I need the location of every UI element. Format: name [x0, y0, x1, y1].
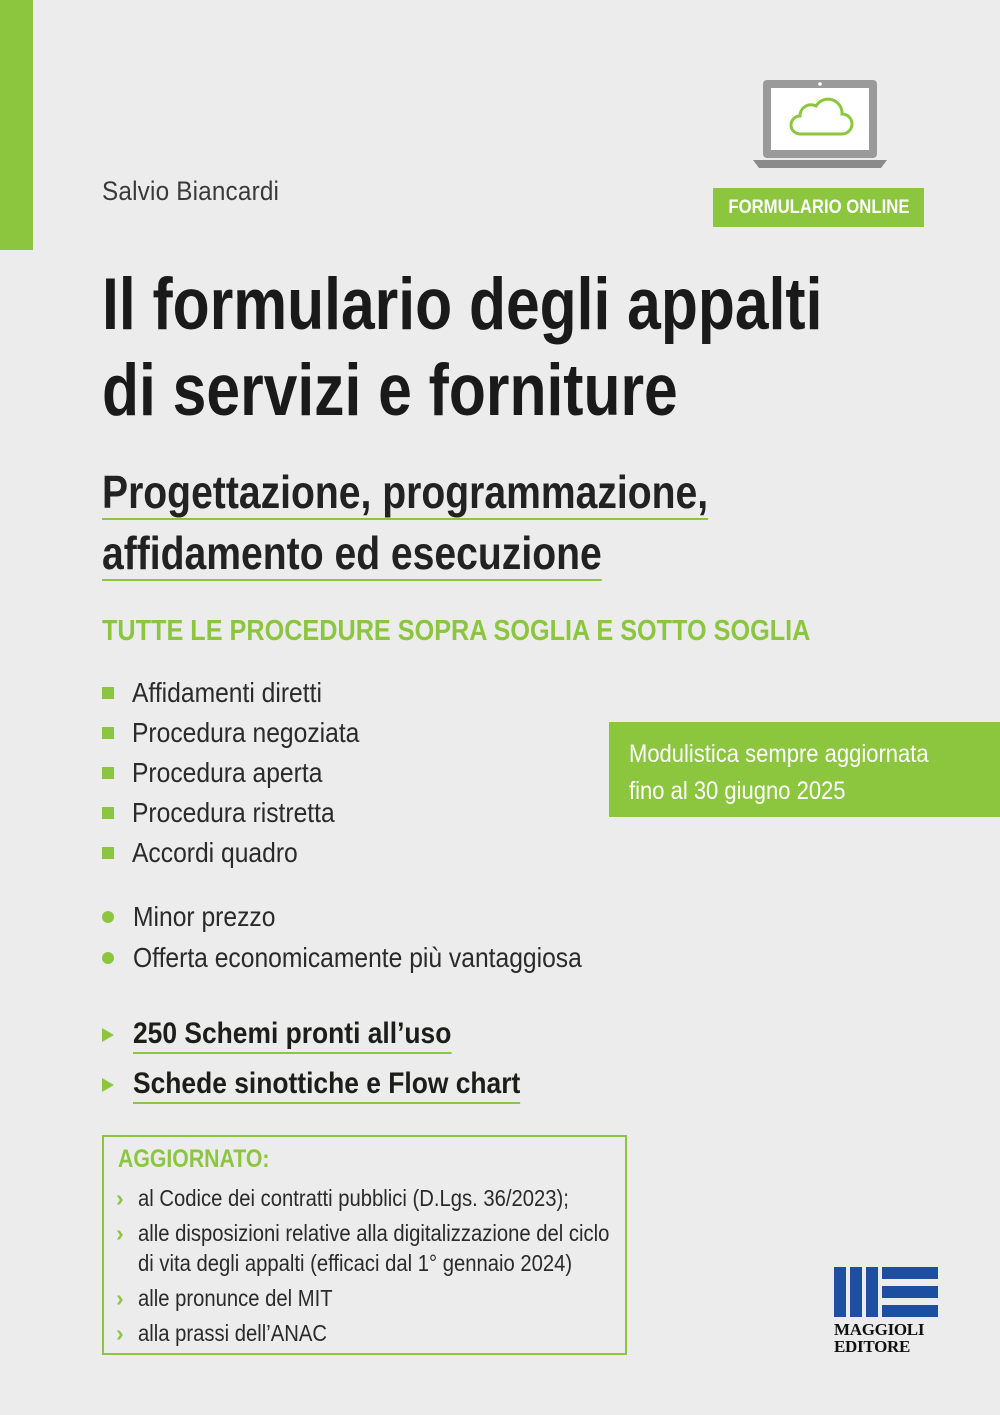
procedures-list [102, 673, 390, 873]
chevron-right-icon: › [116, 1285, 124, 1311]
list-item: › alle pronunce del MIT [116, 1285, 333, 1311]
list-item: Accordi quadro [102, 833, 390, 873]
square-bullet-icon [102, 687, 114, 699]
online-form-badge [713, 188, 924, 227]
update-note [609, 722, 1000, 817]
list-item: Procedura aperta [102, 753, 390, 793]
chevron-right-icon: › [116, 1220, 124, 1246]
list-item: Affidamenti diretti [102, 673, 390, 713]
list-item: Procedura negoziata [102, 713, 390, 753]
triangle-bullet-icon [102, 1028, 114, 1042]
list-item: › alla prassi dell’ANAC [116, 1320, 327, 1346]
procedures-heading: TUTTE LE PROCEDURE SOPRA SOGLIA E SOTTO SOGLIA [102, 615, 811, 647]
list-item: › alle disposizioni relative alla digitalizzazione del ciclo di vita degli appalti (efficaci dal 1° gennaio 2024) [116, 1220, 610, 1276]
square-bullet-icon [102, 767, 114, 779]
book-title-line2: di servizi e forniture [102, 350, 678, 431]
list-item: Schede sinottiche e Flow chart [102, 1060, 573, 1110]
updates-box [102, 1135, 627, 1355]
square-bullet-icon [102, 847, 114, 859]
book-subtitle-line2: affidamento ed esecuzione [102, 527, 602, 579]
accent-bar [0, 0, 33, 250]
book-subtitle-line1: Progettazione, programmazione, [102, 466, 709, 518]
publisher-logo [834, 1267, 938, 1357]
square-bullet-icon [102, 807, 114, 819]
book-title [102, 262, 982, 434]
publisher-logo-mark [834, 1267, 938, 1317]
laptop-cloud-icon [750, 76, 890, 176]
list-item: Procedura ristretta [102, 793, 390, 833]
book-subtitle [102, 462, 815, 584]
triangle-bullet-icon [102, 1078, 114, 1092]
chevron-right-icon: › [116, 1320, 124, 1346]
online-form-badge-label: FORMULARIO ONLINE [727, 196, 910, 218]
list-item: Minor prezzo [102, 896, 643, 937]
updates-box-title: AGGIORNATO: [118, 1145, 270, 1173]
publisher-name: MAGGIOLI EDITORE [834, 1320, 925, 1356]
chevron-right-icon: › [116, 1185, 124, 1211]
author-name: Salvio Biancardi [102, 176, 280, 206]
list-item: 250 Schemi pronti all’uso [102, 1010, 573, 1060]
book-title-line1: Il formulario degli appalti [102, 264, 823, 345]
list-item: Offerta economicamente più vantaggiosa [102, 937, 643, 978]
updates-list [116, 1183, 674, 1353]
update-note-line1: Modulistica sempre aggiornata [629, 740, 929, 768]
update-note-line2: fino al 30 giugno 2025 [629, 777, 846, 805]
dot-bullet-icon [102, 911, 114, 923]
highlights-list [102, 1010, 573, 1110]
dot-bullet-icon [102, 952, 114, 964]
square-bullet-icon [102, 727, 114, 739]
criteria-list [102, 896, 643, 978]
list-item: › al Codice dei contratti pubblici (D.Lgs. 36/2023); [116, 1185, 569, 1211]
